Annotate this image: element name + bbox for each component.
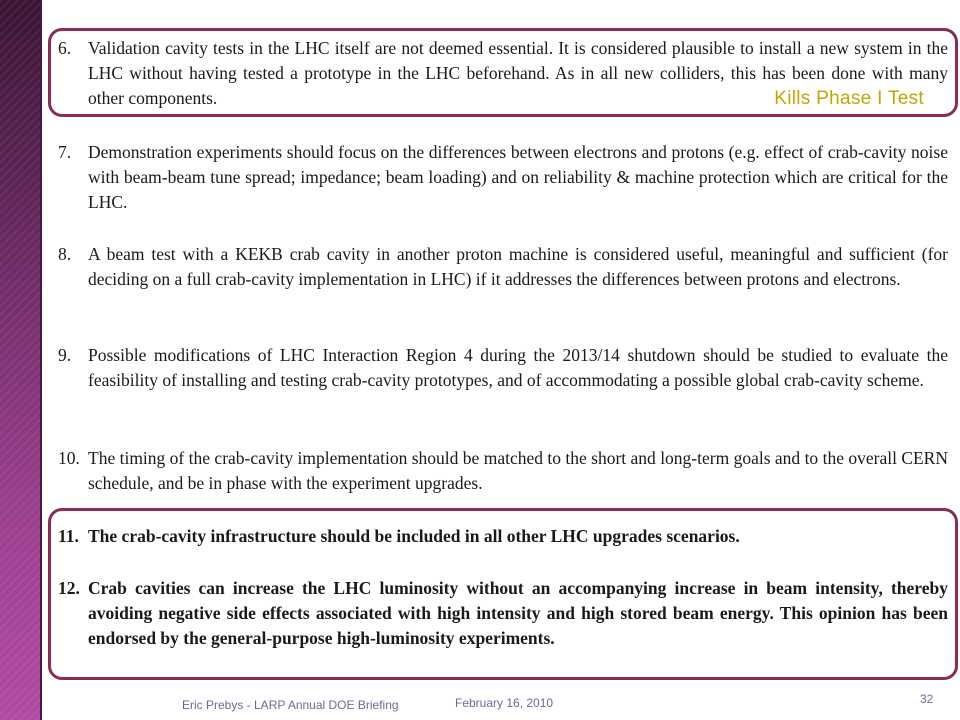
item-number: 10. bbox=[58, 448, 80, 468]
item-text: Validation cavity tests in the LHC itself are not deemed essential. It is considered plausible to install a new system in the LHC without having tested a prototype in the LHC beforehand. As in all new colliders, this has been done with many other components. bbox=[88, 38, 948, 108]
list-item-10 bbox=[58, 446, 948, 496]
item-text: Possible modifications of LHC Interaction Region 4 during the 2013/14 shutdown should be studied to evaluate the feasibility of installing and testing crab-cavity prototypes, and of accommodating a possible global crab-cavity scheme. bbox=[88, 345, 948, 390]
item-number: 12. bbox=[58, 578, 80, 598]
item-number: 8. bbox=[58, 244, 72, 264]
left-decorative-band bbox=[0, 0, 40, 720]
item-number: 9. bbox=[58, 345, 72, 365]
slide-content bbox=[42, 0, 960, 690]
list-item-11 bbox=[58, 524, 948, 549]
item-text: A beam test with a KEKB crab cavity in another proton machine is considered useful, meaningful and sufficient (for deciding on a full crab-cavity implementation in LHC) if it addresses the differences between protons and electrons. bbox=[88, 244, 948, 289]
item-text: Demonstration experiments should focus on the differences between electrons and protons (e.g. effect of crab-cavity noise with beam-beam tune spread; impedance; beam loading) and on reliability & machine protection which are critical for the LHC. bbox=[88, 142, 948, 212]
item-number: 11. bbox=[58, 526, 79, 546]
footer-author: Eric Prebys - LARP Annual DOE Briefing bbox=[182, 698, 399, 712]
footer-date: February 16, 2010 bbox=[455, 696, 554, 710]
item-number: 6. bbox=[58, 38, 72, 58]
list-item-12 bbox=[58, 576, 948, 651]
list-item-8 bbox=[58, 242, 948, 292]
item-text: The crab-cavity infrastructure should be included in all other LHC upgrades scenarios. bbox=[88, 526, 740, 546]
footer-page-number: 32 bbox=[920, 692, 934, 706]
item-number: 7. bbox=[58, 142, 72, 162]
list-item-9 bbox=[58, 343, 948, 393]
list-item-7 bbox=[58, 140, 948, 215]
item-text: Crab cavities can increase the LHC luminosity without an accompanying increase in beam intensity, thereby avoiding negative side effects associated with high intensity and high stored beam energy. This opinion has been endorsed by the general-purpose high-luminosity experiments. bbox=[88, 578, 948, 648]
callout-annotation: Kills Phase I Test bbox=[770, 88, 928, 110]
item-text: The timing of the crab-cavity implementation should be matched to the short and long-term goals and to the overall CERN schedule, and be in phase with the experiment upgrades. bbox=[88, 448, 948, 493]
